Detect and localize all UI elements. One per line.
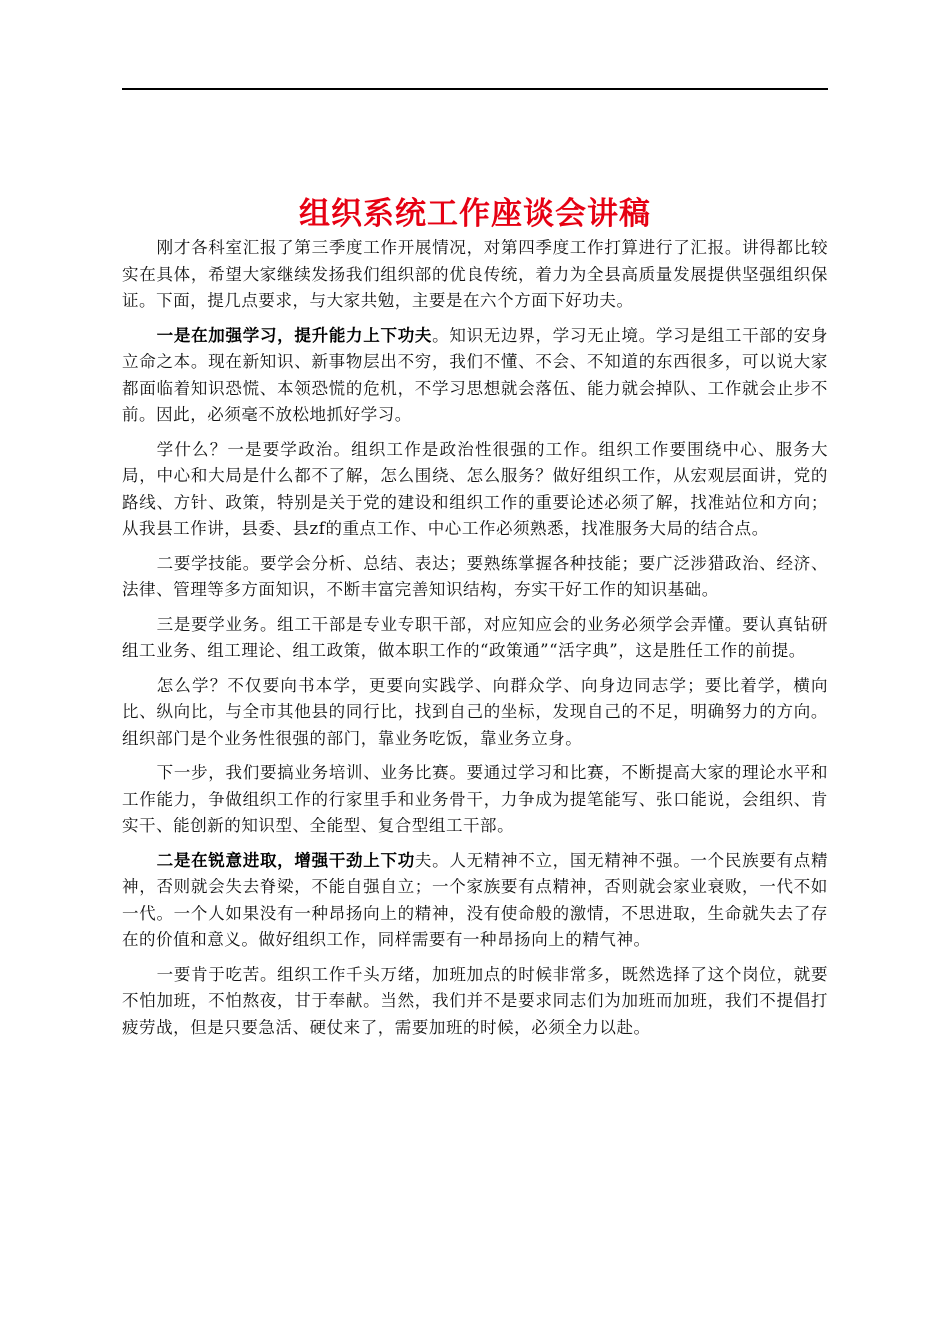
header-rule xyxy=(122,88,828,90)
paragraph xyxy=(122,673,828,753)
paragraph xyxy=(122,612,828,665)
paragraph-text: 一要肯于吃苦。组织工作千头万绪，加班加点的时候非常多，既然选择了这个岗位，就要不怕加班，不怕熬夜，甘于奉献。当然，我们并不是要求同志们为加班而加班，我们不提倡打疲劳战，但是只要急活、硬仗来了，需要加班的时候，必须全力以赴。 xyxy=(122,964,828,1037)
paragraph xyxy=(122,235,828,315)
paragraph-text: 二要学技能。要学会分析、总结、表达；要熟练掌握各种技能；要广泛涉猎政治、经济、法律、管理等多方面知识，不断丰富完善知识结构，夯实干好工作的知识基础。 xyxy=(122,553,828,599)
paragraph xyxy=(122,437,828,543)
paragraph-text: 刚才各科室汇报了第三季度工作开展情况，对第四季度工作打算进行了汇报。讲得都比较实在具体，希望大家继续发扬我们组织部的优良传统，着力为全县高质量发展提供坚强组织保证。下面，提几点要求，与大家共勉，主要是在六个方面下好功夫。 xyxy=(122,238,828,310)
paragraph-text: 夫。人无精神不立，国无精神不强。一个民族要有点精神，否则就会失去脊梁，不能自强自立；一个家族要有点精神，否则就会家业衰败，一代不如一代。一个人如果没有一种昂扬向上的精神，没有使命般的激情，不思进取，生命就失去了存在的价值和意义。做好组织工作，同样需要有一种昂扬向上的精气神。 xyxy=(122,850,828,949)
paragraph-text: 。知识无边界，学习无止境。学习是组工干部的安身立命之本。现在新知识、新事物层出不穷，我们不懂、不会、不知道的东西很多，可以说大家都面临着知识恐慌、本领恐慌的危机，不学习思想就会落伍、能力就会掉队、工作就会止步不前。因此，必须毫不放松地抓好学习。 xyxy=(122,325,828,424)
document-title: 组织系统工作座谈会讲稿 xyxy=(299,196,651,232)
paragraph xyxy=(122,323,828,429)
paragraph-text: 怎么学？不仅要向书本学，更要向实践学、向群众学、向身边同志学；要比着学，横向比、纵向比，与全市其他县的同行比，找到自己的坐标，发现自己的不足，明确努力的方向。组织部门是个业务性很强的部门，靠业务吃饭，靠业务立身。 xyxy=(122,675,828,748)
paragraph xyxy=(122,760,828,840)
paragraph-lead: 二是在锐意进取，增强干劲上下功 xyxy=(156,850,415,870)
document-body xyxy=(122,235,828,1049)
paragraph-lead: 一是在加强学习，提升能力上下功夫 xyxy=(156,325,433,345)
paragraph xyxy=(122,962,828,1042)
paragraph xyxy=(122,551,828,604)
paragraph-text: 下一步，我们要搞业务培训、业务比赛。要通过学习和比赛，不断提高大家的理论水平和工作能力，争做组织工作的行家里手和业务骨干，力争成为提笔能写、张口能说，会组织、肯实干、能创新的知识型、全能型、复合型组工干部。 xyxy=(122,763,828,835)
paragraph-text: 三是要学业务。组工干部是专业专职干部，对应知应会的业务必须学会弄懂。要认真钻研组工业务、组工理论、组工政策，做本职工作的“政策通”“活字典”，这是胜任工作的前提。 xyxy=(122,614,828,660)
paragraph-text: 学什么？一是要学政治。组织工作是政治性很强的工作。组织工作要围绕中心、服务大局，中心和大局是什么都不了解，怎么围绕、怎么服务？做好组织工作，从宏观层面讲，党的路线、方针、政策，特别是关于党的建设和组织工作的重要论述必须了解，找准站位和方向；从我县工作讲，县委、县zf的重点工作、中心工作必须熟悉，找准服务大局的结合点。 xyxy=(122,439,828,538)
paragraph xyxy=(122,848,828,954)
